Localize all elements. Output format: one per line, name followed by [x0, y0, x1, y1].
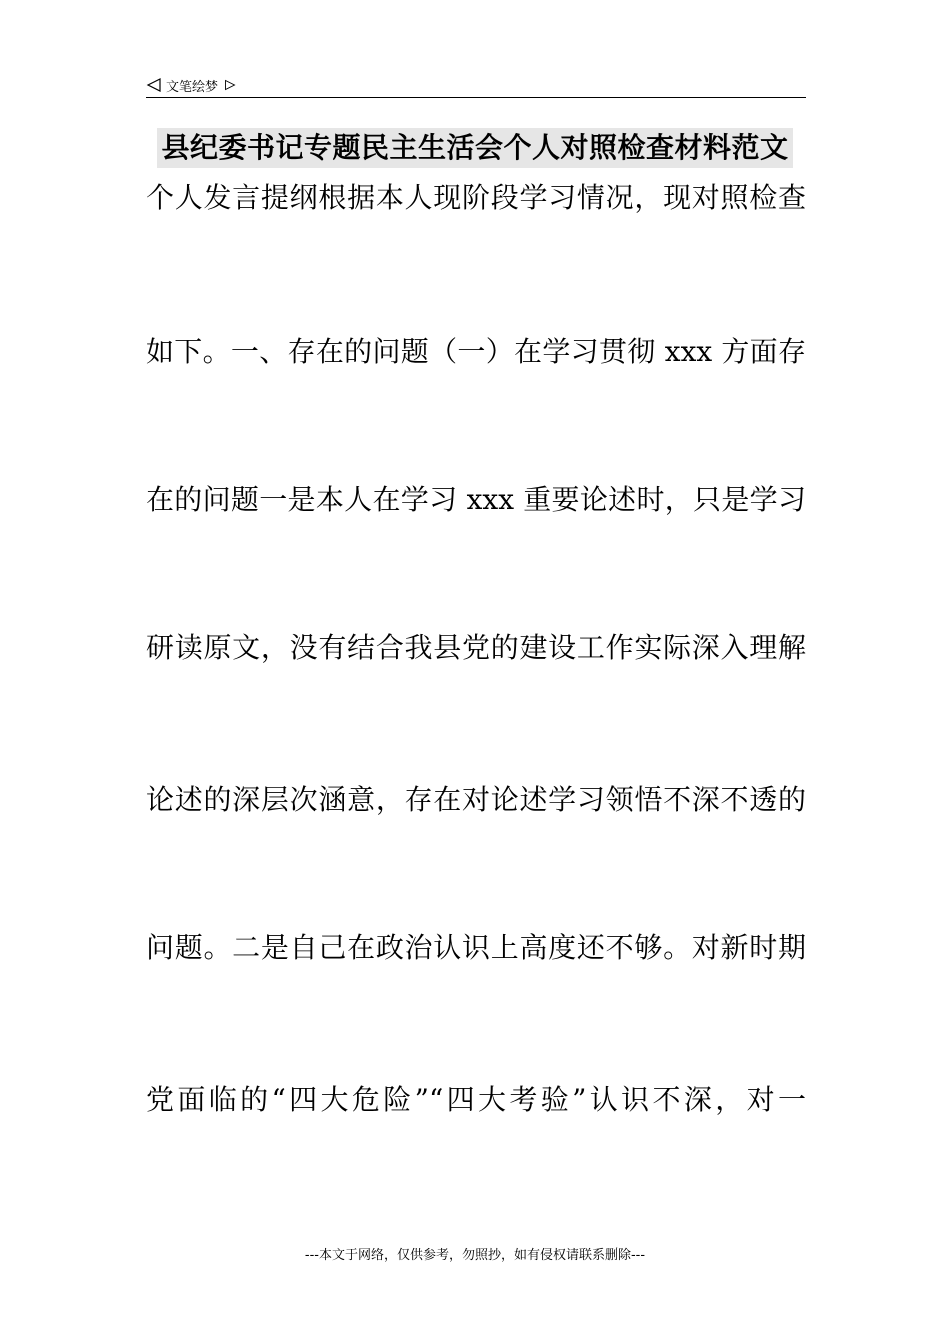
- body-line-4: 研读原文，没有结合我县党的建设工作实际深入理解: [146, 631, 806, 664]
- body-line-5: 论述的深层次涵意，存在对论述学习领悟不深不透的: [146, 783, 806, 816]
- body-line-3: 在的问题一是本人在学习 xxx 重要论述时，只是学习: [146, 483, 806, 516]
- header-brand: 文笔绘梦: [166, 79, 219, 95]
- header-divider: [146, 97, 806, 98]
- page-header: [146, 74, 236, 96]
- body-line-1: 个人发言提纲根据本人现阶段学习情况，现对照检查: [146, 181, 806, 214]
- footer-disclaimer: ---本文于网络，仅供参考，勿照抄，如有侵权请联系删除---: [304, 1248, 646, 1263]
- document-title: 县纪委书记专题民主生活会个人对照检查材料范文: [157, 128, 792, 168]
- body-line-2: 如下。一、存在的问题（一）在学习贯彻 xxx 方面存: [146, 335, 806, 368]
- triangle-right-outline-icon: [224, 79, 236, 91]
- body-line-7: 党面临的“四大危险”“四大考验”认识不深，对一: [146, 1083, 806, 1116]
- title-container: [0, 128, 950, 168]
- body-line-6: 问题。二是自己在政治认识上高度还不够。对新时期: [146, 931, 806, 964]
- triangle-left-outline-icon: [146, 77, 162, 93]
